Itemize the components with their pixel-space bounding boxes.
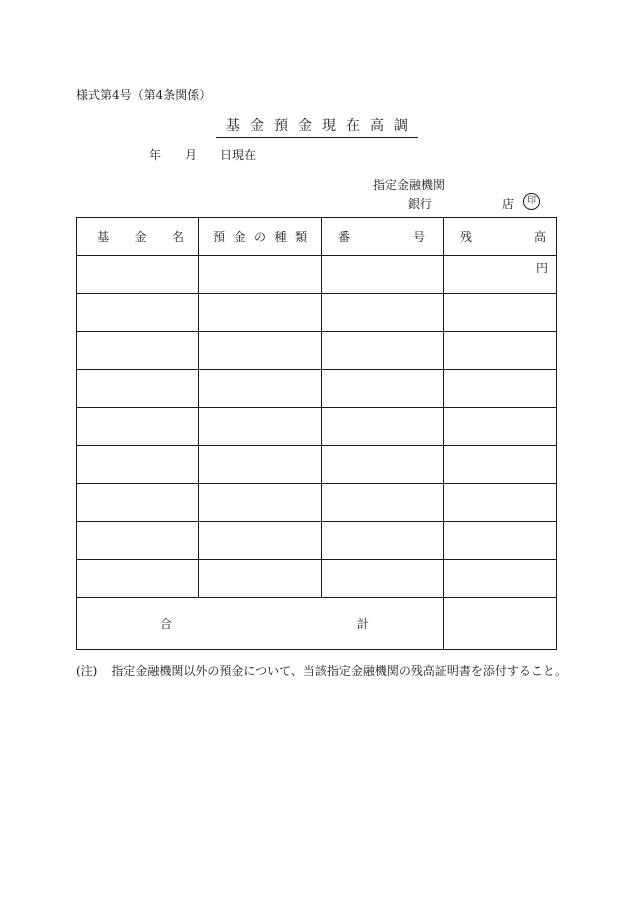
cell-deposit-type[interactable] <box>199 446 322 484</box>
cell-balance[interactable] <box>444 332 557 370</box>
cell-number[interactable] <box>322 370 444 408</box>
header-fund-name <box>77 218 199 256</box>
cell-deposit-type[interactable] <box>199 294 322 332</box>
header-number <box>322 218 444 256</box>
cell-fund-name[interactable] <box>77 332 199 370</box>
table-row <box>77 446 557 484</box>
total-label-cell <box>77 598 444 650</box>
date-day-label: 日現在 <box>220 148 257 162</box>
cell-fund-name[interactable] <box>77 522 199 560</box>
table-row <box>77 408 557 446</box>
cell-balance[interactable] <box>444 256 557 294</box>
table-row <box>77 522 557 560</box>
cell-deposit-type[interactable] <box>199 484 322 522</box>
institution-label: 指定金融機関 <box>373 178 446 192</box>
footnote-text: 指定金融機関以外の預金について、当該指定金融機関の残高証明書を添付すること。 <box>111 664 567 678</box>
total-label-char: 計 <box>356 617 369 631</box>
table-row <box>77 256 557 294</box>
cell-number[interactable] <box>322 294 444 332</box>
cell-number[interactable] <box>322 560 444 598</box>
date-month-label: 月 <box>185 148 198 162</box>
cell-deposit-type[interactable] <box>199 370 322 408</box>
cell-balance[interactable] <box>444 294 557 332</box>
cell-number[interactable] <box>322 522 444 560</box>
header-char: 金 <box>233 230 246 244</box>
yen-unit: 円 <box>535 261 548 275</box>
form-title-wrap <box>0 115 630 138</box>
header-char: 基 <box>97 230 110 244</box>
header-char: 番 <box>338 230 351 244</box>
cell-balance[interactable] <box>444 370 557 408</box>
header-char: 高 <box>533 230 546 244</box>
cell-fund-name[interactable] <box>77 560 199 598</box>
header-char: 名 <box>171 230 184 244</box>
date-year-label: 年 <box>149 148 162 162</box>
cell-balance[interactable] <box>444 560 557 598</box>
cell-fund-name[interactable] <box>77 484 199 522</box>
cell-balance[interactable] <box>444 408 557 446</box>
cell-deposit-type[interactable] <box>199 560 322 598</box>
total-label-char: 合 <box>160 617 173 631</box>
cell-fund-name[interactable] <box>77 256 199 294</box>
table-row <box>77 332 557 370</box>
cell-deposit-type[interactable] <box>199 522 322 560</box>
header-balance <box>444 218 557 256</box>
cell-deposit-type[interactable] <box>199 256 322 294</box>
header-char: 金 <box>134 230 147 244</box>
cell-fund-name[interactable] <box>77 446 199 484</box>
cell-balance[interactable] <box>444 522 557 560</box>
header-char: 残 <box>460 230 473 244</box>
branch-label: 店 <box>502 197 515 211</box>
header-char: 預 <box>213 230 226 244</box>
cell-number[interactable] <box>322 332 444 370</box>
cell-balance[interactable] <box>444 446 557 484</box>
footnote-prefix: (注) <box>76 664 98 678</box>
deposit-table <box>76 217 557 650</box>
table-row <box>77 294 557 332</box>
table-row <box>77 484 557 522</box>
cell-total-balance[interactable] <box>444 598 557 650</box>
form-number: 様式第4号（第4条関係） <box>76 88 212 102</box>
cell-deposit-type[interactable] <box>199 332 322 370</box>
total-row <box>77 598 557 650</box>
footnote <box>76 662 567 679</box>
header-deposit-type <box>199 218 322 256</box>
cell-number[interactable] <box>322 408 444 446</box>
cell-number[interactable] <box>322 484 444 522</box>
cell-fund-name[interactable] <box>77 294 199 332</box>
bank-label: 銀行 <box>408 197 433 211</box>
header-char: 号 <box>412 230 425 244</box>
table-row <box>77 560 557 598</box>
cell-fund-name[interactable] <box>77 408 199 446</box>
form-title: 基金預金現在高調 <box>216 115 418 138</box>
header-char: 類 <box>294 230 307 244</box>
cell-number[interactable] <box>322 446 444 484</box>
header-char: 種 <box>274 230 287 244</box>
cell-balance[interactable] <box>444 484 557 522</box>
table-row <box>77 370 557 408</box>
cell-fund-name[interactable] <box>77 370 199 408</box>
cell-number[interactable] <box>322 256 444 294</box>
header-char: の <box>253 230 266 244</box>
seal-mark: 印 <box>523 193 540 210</box>
cell-deposit-type[interactable] <box>199 408 322 446</box>
table-header-row <box>77 218 557 256</box>
